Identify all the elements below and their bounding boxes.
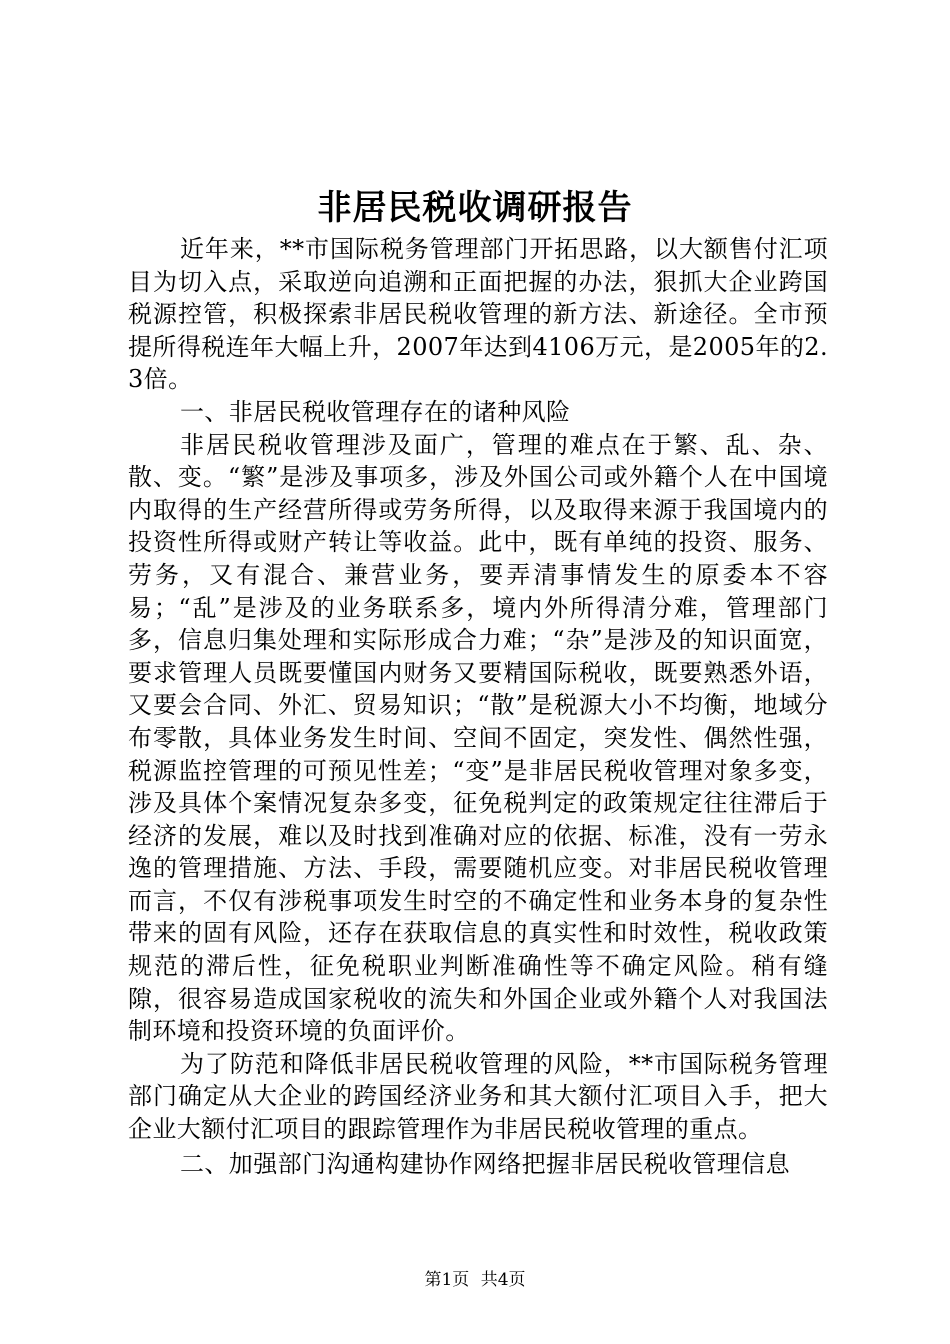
section-heading-1: 一、非居民税收管理存在的诸种风险 — [180, 397, 571, 426]
page-footer — [0, 1268, 950, 1292]
paragraph-risks: 非居民税收管理涉及面广，管理的难点在于繁、乱、杂、散、变。“繁”是涉及事项多，涉及外国公司或外籍个人在中国境内取得的生产经营所得或劳务所得，以及取得来源于我国境内的投资性所得或财产转让等收益。此中，既有单纯的投资、服务、劳务，又有混合、兼营业务，要弄清事情发生的原委本不容易；“乱”是涉及的业务联系多，境内外所得清分难，管理部门多，信息归集处理和实际形成合力难；“杂”是涉及的知识面宽，要求管理人员既要懂国内财务又要精国际税收，既要熟悉外语，又要会合同、外汇、贸易知识；“散”是税源大小不均衡，地域分布零散，具体业务发生时间、空间不固定，突发性、偶然性强，税源监控管理的可预见性差；“变”是非居民税收管理对象多变，涉及具体个案情况复杂多变，征免税判定的政策规定往往滞后于经济的发展，难以及时找到准确对应的依据、标准，没有一劳永逸的管理措施、方法、手段，需要随机应变。对非居民税收管理而言，不仅有涉税事项发生时空的不确定性和业务本身的复杂性带来的固有风险，还存在获取信息的真实性和时效性，税收政策规范的滞后性，征免税职业判断准确性等不确定风险。稍有缝隙，很容易造成国家税收的流失和外国企业或外籍个人对我国法制环境和投资环境的负面评价。 — [128, 430, 828, 1046]
paragraph-prevention: 为了防范和降低非居民税收管理的风险，**市国际税务管理部门确定从大企业的跨国经济业务和其大额付汇项目入手，把大企业大额付汇项目的跟踪管理作为非居民税收管理的重点。 — [128, 1049, 828, 1144]
document-title: 非居民税收调研报告 — [317, 188, 633, 228]
section-heading-2: 二、加强部门沟通构建协作网络把握非居民税收管理信息 — [180, 1150, 790, 1178]
paragraph-intro: 近年来，**市国际税务管理部门开拓思路，以大额售付汇项目为切入点，采取逆向追溯和正面把握的办法，狠抓大企业跨国税源控管，积极探索非居民税收管理的新方法、新途径。全市预提所得税连年大幅上升，2007年达到4106万元，是2005年的2.3倍。 — [128, 235, 828, 394]
page-number-current: 第1页 — [424, 1270, 470, 1290]
document-body — [128, 233, 828, 1146]
page-number-total: 共4页 — [480, 1270, 526, 1290]
